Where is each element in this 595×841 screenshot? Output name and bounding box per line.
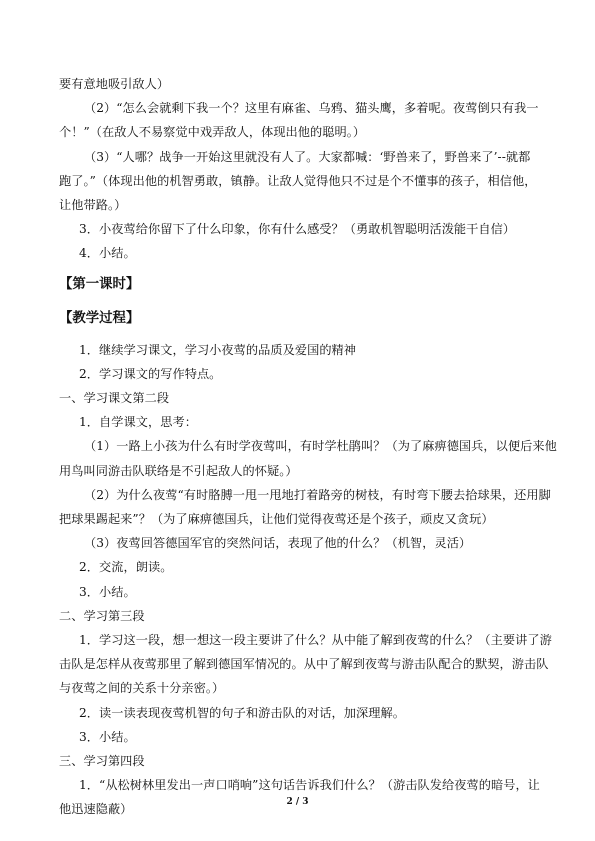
page-number: 2 / 3	[286, 797, 309, 807]
text-line: （1）一路上小孩为什么有时学夜莺叫，有时学杜鹃叫？（为了麻痹德国兵，以便后来他	[84, 439, 557, 454]
text-line: 4．小结。	[79, 246, 136, 261]
text-line: 2．学习课文的写作特点。	[79, 366, 222, 381]
text-line: 1．学习这一段，想一想这一段主要讲了什么？从中能了解到夜莺的什么？（主要讲了游	[79, 633, 552, 648]
text-line: 二、学习第三段	[59, 608, 145, 623]
text-line: 2．读一读表现夜莺机智的句子和游击队的对话，加深理解。	[79, 705, 405, 720]
text-line: 3．小结。	[79, 729, 136, 744]
text-line: 把球果踢起来”？（为了麻痹德国兵，让他们觉得夜莺还是个孩子，顽皮又贪玩）	[59, 512, 494, 527]
text-line: （3）“人哪？战争一开始这里就没有人了。大家都喊：‘野兽来了，野兽来了’--就都	[84, 149, 531, 164]
text-line: （3）夜莺回答德国军官的突然问话，表现了他的什么？（机智，灵活）	[84, 536, 472, 551]
text-line: 1．自学课文，思考：	[79, 415, 197, 430]
text-line: 击队是怎样从夜莺那里了解到德国军情况的。从中了解到夜莺与游击队配合的默契，游击队	[59, 657, 549, 672]
text-line: （2）“怎么会就剩下我一个？这里有麻雀、乌鸦、猫头鹰，多着呢。夜莺倒只有我一	[84, 101, 539, 116]
text-line: 与夜莺之间的关系十分亲密。）	[59, 681, 225, 696]
text-line: 3．小夜莺给你留下了什么印象，你有什么感受？（勇敢机智聪明活泼能干自信）	[79, 222, 516, 237]
text-line: 用鸟叫同游击队联络是不引起敌人的怀疑。）	[59, 463, 298, 478]
document-content	[59, 72, 557, 822]
text-line: 一、学习课文第二段	[59, 391, 170, 406]
text-line: 1．继续学习课文，学习小夜莺的品质及爱国的精神	[79, 342, 357, 357]
text-line: 3．小结。	[79, 584, 136, 599]
text-line: 让他带路。）	[59, 198, 127, 213]
text-line: 跑了。”（体现出他的机智勇敢，镇静。让敌人觉得他只不过是个不懂事的孩子，相信他，	[59, 173, 537, 188]
text-line: 他迅速隐蔽）	[59, 802, 133, 817]
section-heading-lesson: 【第一课时】	[59, 276, 140, 292]
text-line: 三、学习第四段	[59, 754, 145, 769]
section-heading-process: 【教学过程】	[59, 310, 140, 326]
text-line: 个！”（在敌人不易察觉中戏弄敌人，体现出他的聪明。）	[59, 125, 366, 140]
text-line: 1．“从松树林里发出一声口哨响”这句话告诉我们什么？（游击队发给夜莺的暗号，让	[79, 778, 540, 793]
text-line: （2）为什么夜莺“有时胳膊一甩一甩地打着路旁的树枝，有时弯下腰去拾球果，还用脚	[84, 487, 551, 502]
text-line: 2．交流，朗读。	[79, 560, 173, 575]
text-line: 要有意地吸引敌人）	[59, 77, 170, 91]
